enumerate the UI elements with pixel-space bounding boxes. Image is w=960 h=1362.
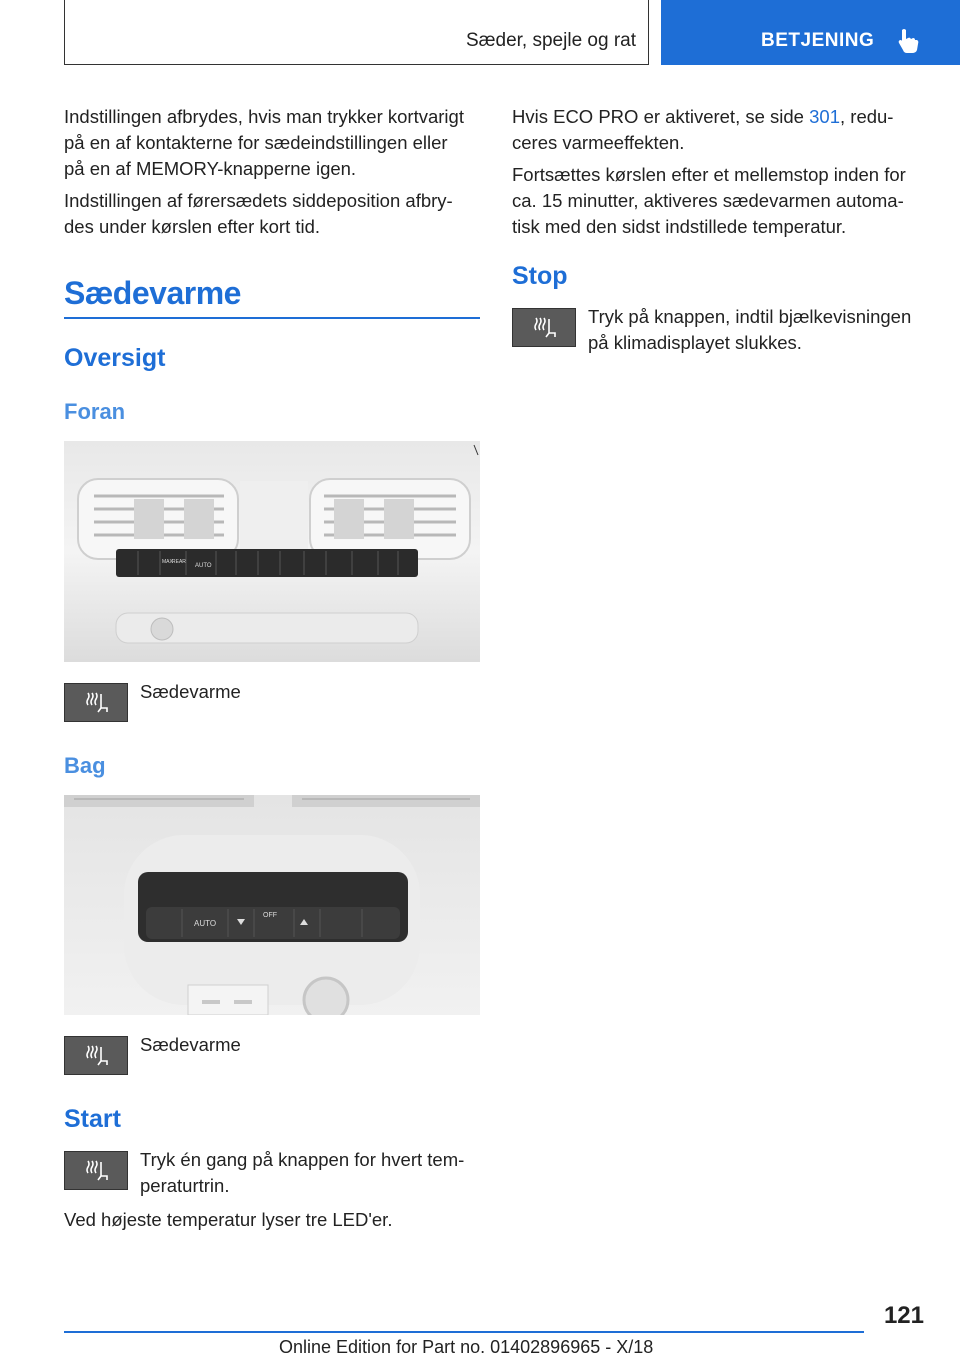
start-line: peraturtrin. — [140, 1175, 230, 1196]
front-auto-label: AUTO — [195, 563, 212, 569]
page-number: 121 — [883, 1302, 924, 1329]
stop-line: Tryk på knappen, indtil bjælkevisningen — [588, 306, 912, 327]
intro-line: Indstillingen af førersædets siddeposition afbry- — [64, 190, 453, 211]
subheading-rear: Bag — [64, 753, 106, 778]
rear-auto-label: AUTO — [194, 919, 217, 928]
seat-heating-icon — [512, 308, 576, 347]
header-chapter-box — [64, 0, 649, 65]
front-caption: Sædevarme — [140, 681, 241, 702]
eco-line — [512, 104, 893, 130]
front-max-label: MAX — [162, 559, 173, 565]
eco-line: ceres varmeeffekten. — [512, 132, 685, 153]
section-heading: Sædevarme — [64, 275, 241, 311]
heading-rule — [64, 317, 480, 319]
continue-line: ca. 15 minutter, aktiveres sædevarmen automa- — [512, 190, 904, 211]
header-chapter-title: Sæder, spejle og rat — [465, 30, 636, 51]
eco-text: Hvis ECO PRO er aktiveret, se side — [512, 106, 810, 127]
eco-text: , redu- — [840, 106, 894, 127]
seat-heating-icon — [64, 683, 128, 722]
header-section-title: BETJENING — [761, 30, 875, 51]
continue-line: Fortsættes kørslen efter et mellemstop inden for — [512, 164, 906, 185]
rear-off-label: OFF — [263, 912, 277, 919]
seat-heating-icon — [64, 1151, 128, 1190]
rear-caption: Sædevarme — [140, 1034, 241, 1055]
seat-heating-icon — [64, 1036, 128, 1075]
intro-line: Indstillingen afbrydes, hvis man trykker kortvarigt — [64, 106, 464, 127]
pointing-hand-icon — [897, 28, 919, 54]
page-link[interactable]: 301 — [809, 106, 840, 127]
start-note: Ved højeste temperatur lyser tre LED'er. — [64, 1209, 393, 1230]
subheading-front: Foran — [64, 399, 126, 424]
subsection-heading-stop: Stop — [512, 262, 568, 290]
intro-line: på en af MEMORY-knapperne igen. — [64, 158, 357, 179]
subsection-heading-overview: Oversigt — [64, 344, 166, 372]
header-section-box — [661, 0, 960, 65]
front-climate-panel-photo — [64, 441, 480, 662]
intro-line: på en af kontakterne for sædeindstillingen eller — [64, 132, 448, 153]
footer-edition: Online Edition for Part no. 01402896965 - X/18 — [279, 1337, 654, 1357]
start-line: Tryk én gang på knappen for hvert tem- — [140, 1149, 465, 1170]
intro-line: des under kørslen efter kort tid. — [64, 216, 321, 237]
rear-climate-panel-photo — [64, 795, 480, 1015]
footer-rule — [64, 1331, 864, 1333]
continue-line: tisk med den sidst indstillede temperatur. — [512, 216, 847, 237]
subsection-heading-start: Start — [64, 1105, 121, 1133]
stop-line: på klimadisplayet slukkes. — [588, 332, 802, 353]
front-rear-label: REAR — [172, 559, 186, 565]
